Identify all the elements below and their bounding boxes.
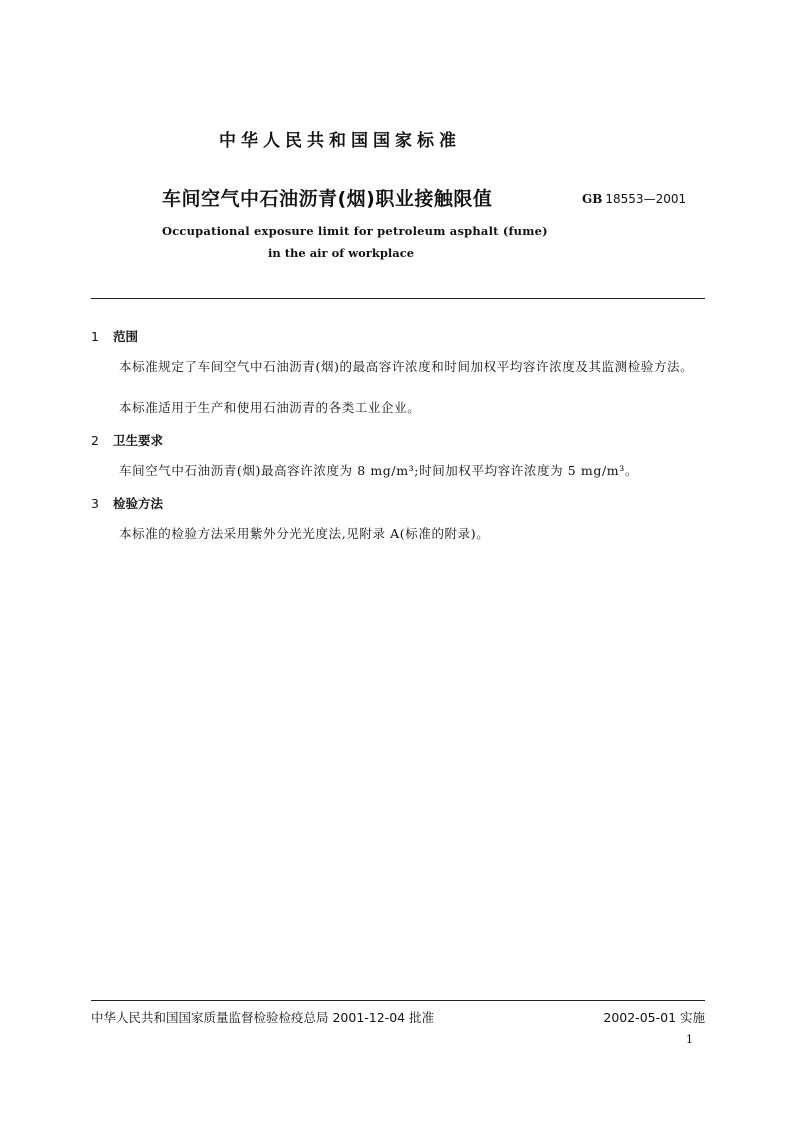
section-number: 1 [91,329,99,344]
standard-title: 车间空气中石油沥青(烟)职业接触限值 [162,188,493,210]
english-title-line-1: Occupational exposure limit for petroleum asphalt (fume) [162,224,548,238]
english-title-line-2: in the air of workplace [268,246,415,260]
footer-divider [91,1000,705,1001]
paragraph-hygiene-1: 车间空气中石油沥青(烟)最高容许浓度为 8 mg/m³;时间加权平均容许浓度为 5 mg/m³。 [119,463,638,478]
section-title: 范围 [113,329,139,344]
section-heading-hygiene [91,431,163,449]
section-title: 卫生要求 [113,433,164,448]
standard-code-number: 18553—2001 [605,192,687,206]
standard-code [582,192,686,207]
paragraph-scope-2: 本标准适用于生产和使用石油沥青的各类工业企业。 [119,400,421,415]
section-heading-test-method [91,494,163,512]
page-number: 1 [686,1033,693,1046]
standard-code-prefix: GB [582,192,603,206]
section-number: 3 [91,496,99,511]
section-heading-scope [91,327,138,345]
paragraph-scope-1: 本标准规定了车间空气中石油沥青(烟)的最高容许浓度和时间加权平均容许浓度及其监测检验方法。 [119,359,694,374]
header-divider [91,298,705,299]
section-number: 2 [91,433,99,448]
paragraph-test-method-1: 本标准的检验方法采用紫外分光光度法,见附录 A(标准的附录)。 [119,526,490,541]
implementation-date: 2002-05-01 实施 [603,1010,705,1025]
issuer-approval: 中华人民共和国国家质量监督检验检疫总局 2001-12-04 批准 [91,1010,435,1025]
national-standard-title: 中华人民共和国国家标准 [219,131,461,151]
section-title: 检验方法 [113,496,164,511]
